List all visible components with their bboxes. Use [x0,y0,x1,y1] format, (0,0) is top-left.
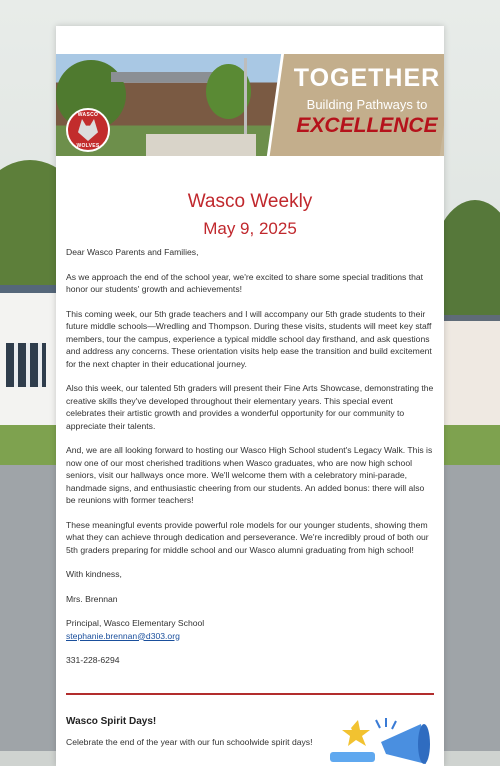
paragraph: As we approach the end of the school year, we're excited to share some special traditions that honor our students' growth and achievements! [66,271,424,294]
background-building-left [0,285,56,428]
wasco-wolves-logo [66,108,110,152]
photo-roof [111,72,221,82]
logo-text-bottom: WOLVES [76,143,100,149]
background-building-right [442,315,500,431]
newsletter-title: Wasco Weekly [187,191,313,212]
section-divider [66,693,434,695]
spirit-days-text: Celebrate the end of the year with our fun schoolwide spirit days! [66,737,313,747]
phone-number: 331-228-6294 [66,655,120,665]
paragraph: Also this week, our talented 5th graders will present their Fine Arts Showcase, demonstrating the creative skills they've developed throughout their elementary years. This special event celebrates their artistic growth and provides a wonderful opportunity for our community to appreciate their talents. [66,383,434,431]
letter-body [66,246,434,679]
photo-flagpole [244,58,247,138]
tagline-sub: Building Pathways to [306,97,428,112]
wolf-icon [78,119,98,141]
paragraph: And, we are all looking forward to hosting our Wasco High School student's Legacy Walk. This is now one of our most cherished traditions when Wasco graduates, who are now high school seniors, visit our hallways once more. We'll welcome them with a celebratory mini-parade, handmade signs, and enthusiastic cheering from our students. An added bonus: there will also be reunions with former teachers! [66,445,433,505]
closing: With kindness, [66,569,122,579]
greeting: Dear Wasco Parents and Families, [66,247,199,257]
megaphone-icon [326,716,436,766]
signer-name: Mrs. Brennan [66,593,118,604]
newsletter-date: May 9, 2025 [203,219,297,238]
photo-walkway [146,134,256,156]
newsletter-card [56,26,444,766]
paragraph: These meaningful events provide powerful role models for our younger students, showing them what they can achieve through dedication and perseverance. We're incredibly proud of both our 5th graders preparing for middle school and our Wasco alumni graduating from high school! [66,519,429,555]
signer-role: Principal, Wasco Elementary School [66,618,205,628]
spirit-days-heading: Wasco Spirit Days! [66,716,157,727]
paragraph: This coming week, our 5th grade teachers and I will accompany our 5th grade students to their future middle schools—Wredling and Thompson. During these visits, students will meet key staff members, tour the campus, experience a typical middle school day firsthand, and ask questions and address any concerns. These orientation visits help ease the transition and build excitement for the next chapter in their educational journey. [66,308,432,369]
tagline-excellence: EXCELLENCE [296,114,438,137]
email-link[interactable]: stephanie.brennan@d303.org [66,630,180,641]
header-banner [56,54,444,156]
tagline-together: TOGETHER [293,64,441,92]
logo-text-top: WASCO [77,112,99,118]
